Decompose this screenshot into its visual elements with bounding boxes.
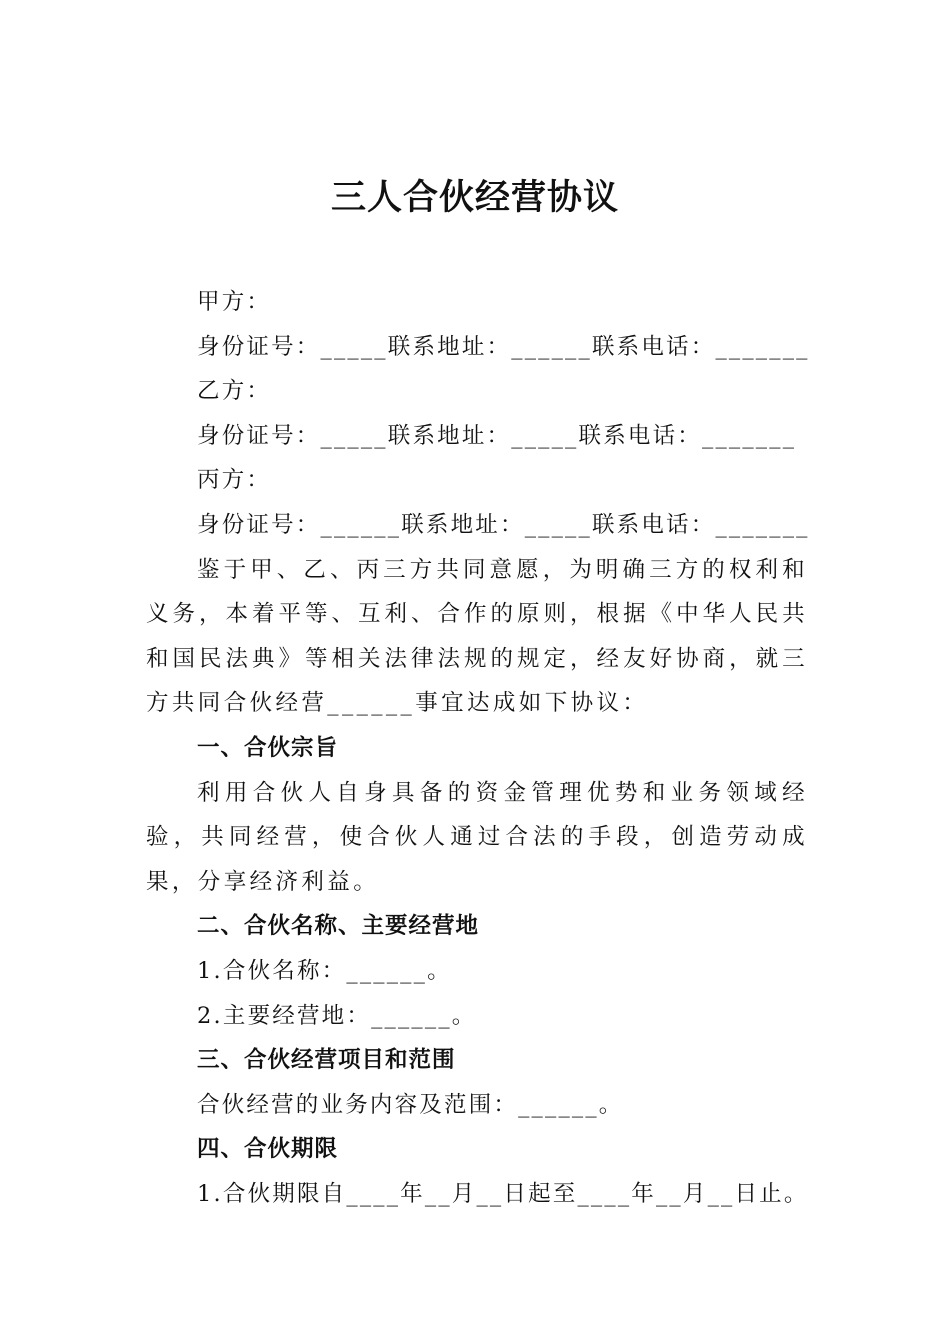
party-a-label: 甲方： — [197, 289, 272, 315]
document-body — [146, 280, 808, 1216]
party-c-label: 丙方： — [197, 467, 272, 494]
party-b-info: 身份证号：_____联系地址：_____联系电话：_______ — [197, 422, 797, 449]
section-3-text: 合伙经营的业务内容及范围：______。 — [197, 1091, 624, 1118]
section-2-item-1: 1.合伙名称：______。 — [197, 957, 452, 984]
section-2-heading: 二、合伙名称、主要经营地 — [197, 913, 480, 940]
party-a-info: 身份证号：_____联系地址：______联系电话：_______ — [197, 333, 810, 360]
preamble-paragraph: 鉴于甲、乙、丙三方共同意愿，为明确三方的权利和义务，本着平等、互利、合作的原则，根据《中华人民共和国民法典》等相关法律法规的规定，经友好协商，就三方共同合伙经营______事宜达成如下协议： — [146, 556, 808, 717]
section-4-heading: 四、合伙期限 — [197, 1136, 339, 1163]
section-4-item-1: 1.合伙期限自____年__月__日起至____年__月__日止。 — [197, 1180, 809, 1207]
section-1-text: 利用合伙人自身具备的资金管理优势和业务领域经验，共同经营，使合伙人通过合法的手段，创造劳动成果，分享经济利益。 — [146, 779, 808, 895]
section-2-item-2: 2.主要经营地：______。 — [197, 1002, 477, 1029]
section-3-heading: 三、合伙经营项目和范围 — [197, 1047, 456, 1074]
document-title: 三人合伙经营协议 — [330, 177, 619, 218]
section-1-heading: 一、合伙宗旨 — [197, 734, 339, 761]
party-c-info: 身份证号：______联系地址：_____联系电话：_______ — [197, 511, 810, 538]
party-b-label: 乙方： — [197, 378, 272, 405]
